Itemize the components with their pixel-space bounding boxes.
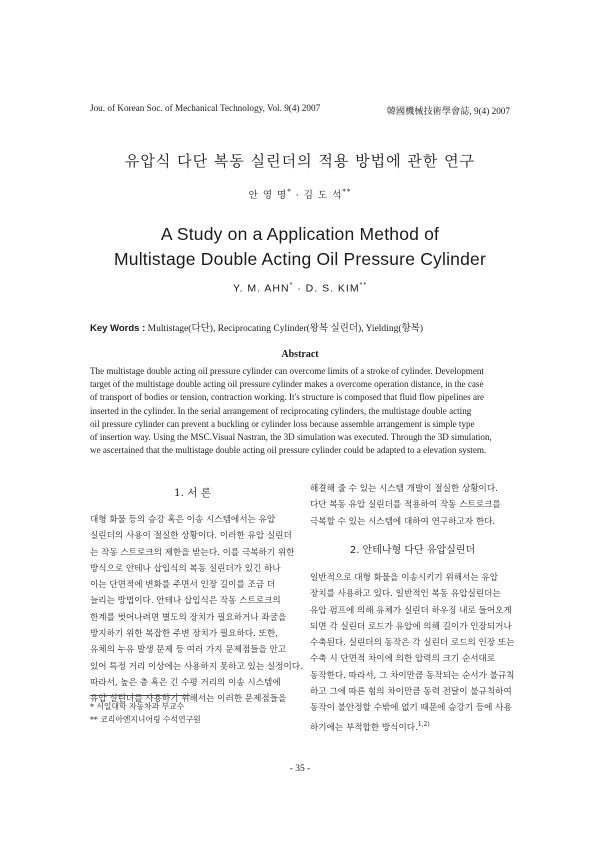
- abstract-line: inserted in the cylinder. In the serial arrangement of reciprocating cylinders, the multistage double acting: [90, 405, 472, 416]
- keywords-text: Multistage(다단), Reciprocating Cylinder(왕복 실린더), Yielding(항복): [145, 324, 423, 334]
- abstract-line: target of the multistage double acting oil pressure cylinder makes a overcome operation distance, in the case: [90, 379, 484, 390]
- author-1-en: Y. M. AHN: [232, 282, 290, 295]
- korean-title: 유압식 다단 복동 실린더의 적용 방법에 관한 연구: [124, 152, 476, 170]
- author-1-ko-mark: *: [287, 187, 292, 196]
- section-1-continued: [310, 481, 515, 530]
- korean-authors: [0, 187, 600, 201]
- body-line: 유압 실린더를 사용하기 위해서는 이러한 문제점들을: [90, 694, 287, 705]
- body-line: 되면 각 실린더 로드가 유압에 의해 길이가 인장되거나: [310, 621, 512, 632]
- footnote-1-text: 서일대학 자동차과 부교수: [93, 702, 185, 711]
- body-line-text: 하기에는 부적합한 방식이다.: [310, 722, 418, 733]
- footnote-rule: [90, 695, 190, 696]
- footnote-1: [90, 701, 201, 714]
- body-line: 다단 복동 유압 실린더를 적용하여 작동 스트로크를: [310, 500, 501, 511]
- journal-header-left: Jou. of Korean Soc. of Mechanical Technology, Vol. 9(4) 2007: [90, 103, 321, 113]
- body-line: 는 작동 스트로크의 제한을 받는다. 이를 극복하기 위한: [90, 547, 295, 558]
- author-2-en: D. S. KIM: [305, 282, 360, 295]
- body-line: 유압 펌프에 의해 유체가 실린더 하우징 내로 들어오게: [310, 605, 512, 616]
- footnote-2-text: 코리아엔지니어링 수석연구원: [97, 714, 201, 724]
- body-line: 늘리는 방법이다. 안테나 삽입식은 작동 스트로크의: [90, 596, 281, 607]
- author-1-en-mark: *: [289, 282, 294, 289]
- body-line: 이는 단면적에 변화를 주면서 인장 길이를 조금 더: [90, 580, 276, 591]
- body-line: 방식으로 안테나 삽입식의 복동 실린더가 있긴 하나: [90, 563, 281, 574]
- author-separator-en: ·: [293, 282, 306, 295]
- abstract-line: oil pressure cylinder can prevent a buckling or cylinder loss because assemble arrangement is simple type: [90, 418, 475, 429]
- section-1-body: [90, 512, 303, 708]
- english-title: [0, 222, 600, 272]
- body-line: 해결해 줄 수 있는 시스템 개발이 절실한 상황이다.: [310, 484, 498, 494]
- footnote-2: [90, 714, 201, 727]
- body-line: 따라서, 높은 층 혹은 긴 수평 거리의 이송 시스템에: [90, 677, 281, 688]
- body-line: 극복할 수 있는 시스템에 대하여 연구하고자 한다.: [310, 516, 496, 527]
- journal-header-right: 韓國機械技術學會誌, 9(4) 2007: [386, 106, 510, 116]
- abstract-line: The multistage double acting oil pressure cylinder can overcome limits of a stroke of cylinder. Development: [90, 366, 484, 376]
- body-line: 한계를 벗어나려면 별도의 장치가 필요하거나 좌굴을: [90, 612, 287, 623]
- keywords-label: Key Words :: [90, 323, 146, 334]
- abstract-line: of transport of bodies or tension, contraction working. It's structure is composed that fluid flow pipelines are: [90, 392, 485, 403]
- body-line: 동작이 불안정할 수밖에 없기 때문에 승강기 등에 사용: [310, 703, 512, 714]
- abstract-line: of insertion way. Using the MSC.Visual Nastran, the 3D simulation was executed. Through the 3D simulation,: [90, 432, 492, 443]
- footnote-2-mark: **: [90, 714, 98, 724]
- body-line: 장치를 사용하고 있다. 일반적인 복동 유압실린더는: [310, 589, 501, 600]
- author-1-ko: 안 영 명: [248, 190, 288, 201]
- author-2-ko-mark: **: [342, 187, 352, 196]
- english-authors: [0, 282, 600, 295]
- body-line: 하고 그에 따른 힘의 차이만큼 동력 전달이 불규칙하여: [310, 687, 512, 698]
- footnotes: [90, 701, 201, 726]
- section-1-heading: 1. 서 론: [174, 487, 211, 499]
- body-line: 대형 화물 등의 승강 혹은 이송 시스템에서는 유압: [90, 515, 276, 525]
- body-line: [310, 717, 515, 736]
- body-line: 방지하기 위한 복잡한 주변 장치가 필요하다. 또한,: [90, 629, 278, 640]
- page-number: - 35 -: [289, 764, 311, 774]
- english-title-line-1: A Study on a Application Method of: [160, 224, 440, 244]
- citation-ref: 1,2): [417, 720, 430, 728]
- abstract-body: [90, 365, 512, 457]
- english-title-line-2: Multistage Double Acting Oil Pressure Cylinder: [113, 249, 486, 269]
- section-2-body: [310, 570, 515, 736]
- author-2-ko: 김 도 석: [303, 190, 343, 201]
- body-line: 실린더의 사용이 절실한 상황이다. 이러한 유압 실린더: [90, 531, 292, 542]
- section-2-heading: 2. 안테나형 다단 유압실린더: [349, 545, 476, 556]
- body-line: 수축 시 단면적 차이에 의한 압력의 크기 순서대로: [310, 654, 496, 665]
- abstract-line: we ascertained that the multistage double acting oil pressure cylinder could be adapted to a elevation system.: [90, 445, 487, 456]
- keywords: [90, 320, 520, 334]
- author-2-en-mark: **: [359, 282, 368, 289]
- abstract-heading: Abstract: [281, 349, 319, 360]
- body-line: 있어 특정 거리 이상에는 사용하지 못하고 있는 실정이다.: [90, 661, 303, 672]
- body-line: 일반적으로 대형 화물을 이송시키기 위해서는 유압: [310, 573, 498, 583]
- body-line: 수축된다. 실린더의 동작은 각 실린더 로드의 인장 또는: [310, 638, 515, 649]
- author-separator-ko: ·: [291, 190, 304, 201]
- footnote-1-mark: *: [90, 702, 94, 711]
- body-line: 유체의 누유 발생 문제 등 여러 가지 문제점들을 안고: [90, 645, 287, 656]
- body-line: 동작한다. 따라서, 그 차이만큼 동작되는 순서가 불규칙: [310, 670, 515, 681]
